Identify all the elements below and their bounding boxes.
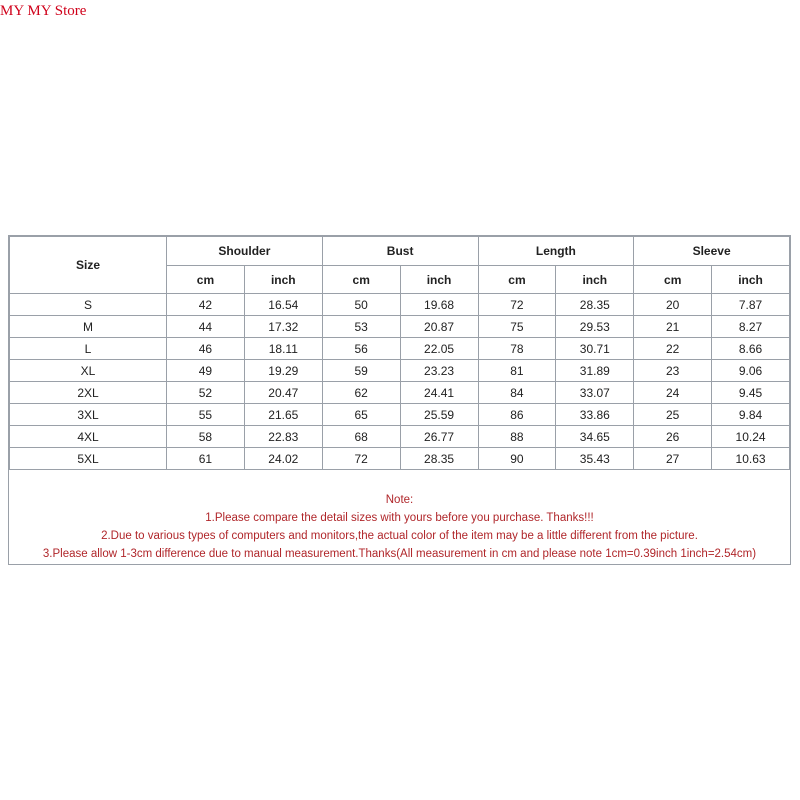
bust-inch-cell: 23.23 <box>400 360 478 382</box>
shoulder-cm-cell: 42 <box>167 294 245 316</box>
shoulder-inch-cell: 24.02 <box>244 448 322 470</box>
sleeve-inch-cell: 10.63 <box>712 448 790 470</box>
bust-cm-cell: 72 <box>322 448 400 470</box>
sleeve-cm-cell: 20 <box>634 294 712 316</box>
length-cm-cell: 88 <box>478 426 556 448</box>
length-inch-cell: 35.43 <box>556 448 634 470</box>
sleeve-inch-cell: 10.24 <box>712 426 790 448</box>
bust-inch-cell: 19.68 <box>400 294 478 316</box>
size-cell: 2XL <box>10 382 167 404</box>
sleeve-inch-cell: 9.45 <box>712 382 790 404</box>
unit-header-cm: cm <box>167 266 245 294</box>
table-row <box>10 294 790 316</box>
sleeve-cm-cell: 21 <box>634 316 712 338</box>
size-cell: S <box>10 294 167 316</box>
sleeve-cm-cell: 23 <box>634 360 712 382</box>
store-name: MY MY Store <box>0 3 87 19</box>
note-title: Note: <box>385 494 414 506</box>
unit-header-inch: inch <box>712 266 790 294</box>
length-cm-cell: 86 <box>478 404 556 426</box>
table-row <box>10 316 790 338</box>
length-cm-cell: 81 <box>478 360 556 382</box>
bust-inch-cell: 24.41 <box>400 382 478 404</box>
sleeve-cm-cell: 26 <box>634 426 712 448</box>
bust-inch-cell: 25.59 <box>400 404 478 426</box>
shoulder-cm-cell: 44 <box>167 316 245 338</box>
shoulder-inch-cell: 18.11 <box>244 338 322 360</box>
length-cm-cell: 90 <box>478 448 556 470</box>
bust-inch-cell: 22.05 <box>400 338 478 360</box>
bust-cm-cell: 59 <box>322 360 400 382</box>
sleeve-inch-cell: 8.66 <box>712 338 790 360</box>
length-inch-cell: 34.65 <box>556 426 634 448</box>
table-row <box>10 426 790 448</box>
length-inch-cell: 33.07 <box>556 382 634 404</box>
table-row <box>10 338 790 360</box>
table-row <box>10 360 790 382</box>
length-cm-cell: 72 <box>478 294 556 316</box>
shoulder-cm-cell: 49 <box>167 360 245 382</box>
shoulder-inch-cell: 21.65 <box>244 404 322 426</box>
length-inch-cell: 30.71 <box>556 338 634 360</box>
note-line: 1.Please compare the detail sizes with yours before you purchase. Thanks!!! <box>205 512 594 524</box>
size-cell: L <box>10 338 167 360</box>
shoulder-header: Shoulder <box>167 237 323 266</box>
unit-header-cm: cm <box>478 266 556 294</box>
unit-header-inch: inch <box>556 266 634 294</box>
table-group-header-row <box>10 237 790 266</box>
size-cell: 3XL <box>10 404 167 426</box>
shoulder-cm-cell: 46 <box>167 338 245 360</box>
length-header: Length <box>478 237 634 266</box>
bust-cm-cell: 68 <box>322 426 400 448</box>
unit-header-inch: inch <box>244 266 322 294</box>
length-inch-cell: 28.35 <box>556 294 634 316</box>
bust-cm-cell: 56 <box>322 338 400 360</box>
length-cm-cell: 78 <box>478 338 556 360</box>
length-cm-cell: 84 <box>478 382 556 404</box>
shoulder-inch-cell: 17.32 <box>244 316 322 338</box>
shoulder-cm-cell: 55 <box>167 404 245 426</box>
shoulder-cm-cell: 61 <box>167 448 245 470</box>
shoulder-cm-cell: 52 <box>167 382 245 404</box>
sleeve-cm-cell: 25 <box>634 404 712 426</box>
unit-header-cm: cm <box>322 266 400 294</box>
unit-header-inch: inch <box>400 266 478 294</box>
bust-cm-cell: 50 <box>322 294 400 316</box>
bust-inch-cell: 26.77 <box>400 426 478 448</box>
sleeve-cm-cell: 22 <box>634 338 712 360</box>
length-cm-cell: 75 <box>478 316 556 338</box>
sleeve-cm-cell: 27 <box>634 448 712 470</box>
size-cell: 4XL <box>10 426 167 448</box>
note-line: 3.Please allow 1-3cm difference due to manual measurement.Thanks(All measurement in cm and please note 1cm=0.39inch 1inch=2.54cm) <box>42 548 757 560</box>
note-line: 2.Due to various types of computers and monitors,the actual color of the item may be a little different from the picture. <box>101 530 698 542</box>
unit-header-cm: cm <box>634 266 712 294</box>
length-inch-cell: 31.89 <box>556 360 634 382</box>
bust-inch-cell: 20.87 <box>400 316 478 338</box>
sleeve-cm-cell: 24 <box>634 382 712 404</box>
shoulder-inch-cell: 20.47 <box>244 382 322 404</box>
size-chart <box>8 235 791 565</box>
bust-cm-cell: 65 <box>322 404 400 426</box>
sleeve-inch-cell: 9.84 <box>712 404 790 426</box>
table-body <box>10 294 790 470</box>
sleeve-inch-cell: 9.06 <box>712 360 790 382</box>
sleeve-header: Sleeve <box>634 237 790 266</box>
shoulder-inch-cell: 16.54 <box>244 294 322 316</box>
size-column-header: Size <box>10 237 167 294</box>
bust-cm-cell: 62 <box>322 382 400 404</box>
notes-section <box>9 491 790 563</box>
table-row <box>10 448 790 470</box>
bust-cm-cell: 53 <box>322 316 400 338</box>
bust-header: Bust <box>322 237 478 266</box>
shoulder-cm-cell: 58 <box>167 426 245 448</box>
size-table <box>9 236 790 470</box>
size-cell: XL <box>10 360 167 382</box>
length-inch-cell: 33.86 <box>556 404 634 426</box>
shoulder-inch-cell: 22.83 <box>244 426 322 448</box>
sleeve-inch-cell: 8.27 <box>712 316 790 338</box>
bust-inch-cell: 28.35 <box>400 448 478 470</box>
size-cell: M <box>10 316 167 338</box>
length-inch-cell: 29.53 <box>556 316 634 338</box>
size-cell: 5XL <box>10 448 167 470</box>
table-row <box>10 404 790 426</box>
table-row <box>10 382 790 404</box>
shoulder-inch-cell: 19.29 <box>244 360 322 382</box>
sleeve-inch-cell: 7.87 <box>712 294 790 316</box>
